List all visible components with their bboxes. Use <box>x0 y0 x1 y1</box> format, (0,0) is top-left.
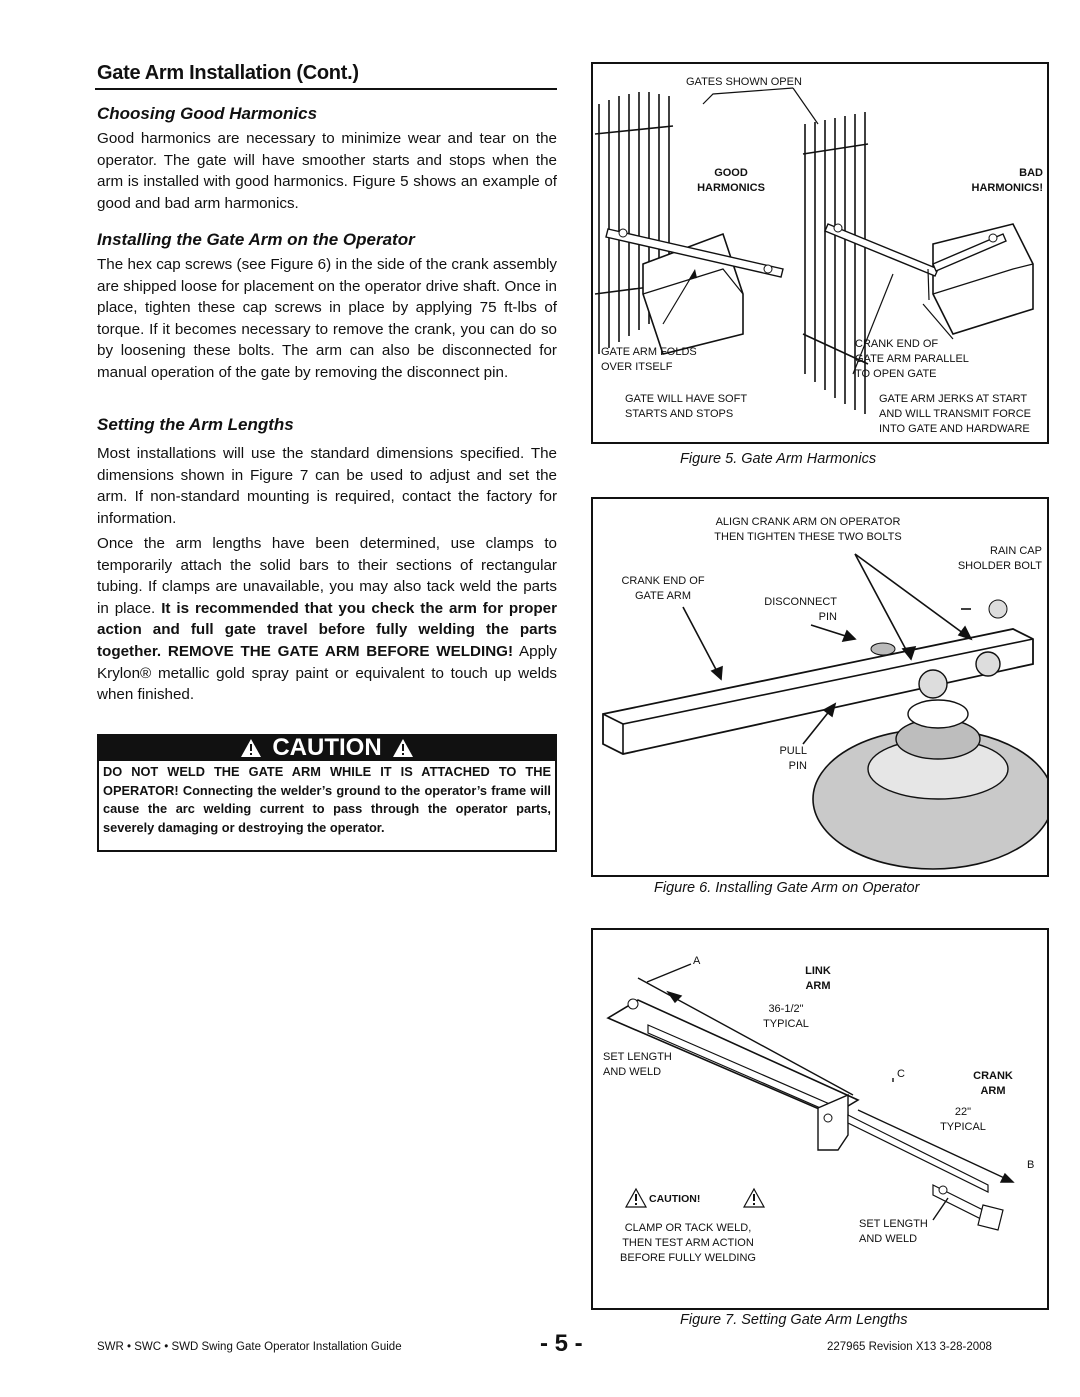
footer-guide-title: SWR • SWC • SWD Swing Gate Operator Installation Guide <box>97 1341 402 1353</box>
dim1-line-1: 36-1/2" <box>768 1003 804 1015</box>
page-number: - 5 - <box>540 1330 583 1357</box>
dim2-line-1: 22" <box>954 1106 972 1118</box>
rain-cap-label <box>938 544 1042 574</box>
figure-7-box <box>591 928 1049 1310</box>
figure-6-caption: Figure 6. Installing Gate Arm on Operator <box>654 880 920 896</box>
disconnect-pin-label <box>741 595 837 625</box>
paragraph-lengths-1: Most installations will use the standard dimensions specified. The dimensions shown in Figure 7 can be used to adjust and set the arm. If non-standard mounting is required, contact the factory for information. <box>97 445 557 527</box>
bad-harmonics-label <box>953 166 1043 196</box>
figure-6-box <box>591 497 1049 877</box>
crank-end-label <box>613 574 713 604</box>
crank6-line-2: GATE ARM <box>634 590 692 602</box>
lengths-text-a: Once the arm lengths have been determined, use clamps to temporarily attach the solid bars to their sections of rectangular tubing. If clamps are unavailable, you may also tack weld the parts in place. <box>97 535 557 617</box>
pull-pin-label <box>763 744 807 774</box>
dim-36-label <box>751 1002 821 1032</box>
heading-installing-arm: Installing the Gate Arm on the Operator <box>97 230 415 249</box>
figure-7-caption: Figure 7. Setting Gate Arm Lengths <box>680 1312 908 1328</box>
caution-text: DO NOT WELD THE GATE ARM WHILE IT IS ATTACHED TO THE OPERATOR! Connecting the welder’s ground to the operator’s frame will cause the arc welding current to pass through the operator parts, severely damaging or destroying the operator. <box>97 761 557 852</box>
good-line-1: GOOD <box>714 167 748 179</box>
page-title: Gate Arm Installation (Cont.) <box>97 62 359 84</box>
good-harmonics-label <box>686 166 776 196</box>
footer-revision: 227965 Revision X13 3-28-2008 <box>827 1341 992 1353</box>
align-label <box>703 515 913 545</box>
disc-line-1: DISCONNECT <box>764 596 837 608</box>
soft-line-1: GATE WILL HAVE SOFT <box>625 393 748 405</box>
paragraph-installing: The hex cap screws (see Figure 6) in the side of the crank assembly are shipped loose for placement on the operator drive shaft. Once in place, tighten these cap screws in place by applying 75 ft-lbs of torque. If it becomes necessary to remove the crank, you can do so by loosening these bolts. The arm can also be disconnected for manual operation of the gate by removing the disconnect pin. <box>97 256 557 381</box>
figure-5-illustration <box>593 64 1047 442</box>
link-arm-label <box>798 964 838 994</box>
clamp-line-1: CLAMP OR TACK WELD, <box>624 1222 752 1234</box>
dim-22-label <box>928 1105 998 1135</box>
good-line-2: HARMONICS <box>697 182 765 194</box>
set2-line-2: AND WELD <box>859 1233 918 1245</box>
align-line-1: ALIGN CRANK ARM ON OPERATOR <box>715 516 901 528</box>
crank-line-3: TO OPEN GATE <box>855 368 937 380</box>
crankarm-line-1: CRANK <box>973 1070 1013 1082</box>
clamp-label <box>613 1221 763 1266</box>
jerks-label <box>879 392 1031 437</box>
warning-icon <box>240 738 262 758</box>
crank-line-1: CRANK END OF <box>855 338 939 350</box>
heading-choosing-harmonics: Choosing Good Harmonics <box>97 104 318 123</box>
point-b-label: B <box>1027 1159 1035 1171</box>
dim2-line-2: TYPICAL <box>940 1121 986 1133</box>
rain-line-2: SHOLDER BOLT <box>957 560 1042 572</box>
caution-banner <box>97 734 557 761</box>
disc-line-2: PIN <box>818 611 837 623</box>
crank-arm-label <box>963 1069 1023 1099</box>
point-c-label: C <box>897 1068 905 1080</box>
crank6-line-1: CRANK END OF <box>621 575 705 587</box>
folds-line-2: OVER ITSELF <box>601 361 673 373</box>
pull-line-1: PULL <box>779 745 807 757</box>
pull-line-2: PIN <box>788 760 807 772</box>
bad-line-1: BAD <box>1019 167 1043 179</box>
title-rule <box>95 88 557 90</box>
folds-line-1: GATE ARM FOLDS <box>601 346 697 358</box>
link-line-1: LINK <box>805 965 831 977</box>
crank-line-2: GATE ARM PARALLEL <box>855 353 969 365</box>
set-line-2: AND WELD <box>603 1066 662 1078</box>
caution-small-label: CAUTION! <box>649 1193 701 1205</box>
lengths-text-b: Apply Krylon® metallic gold spray paint or equivalent to touch up welds when finished. <box>97 642 557 704</box>
paragraph-lengths-2 <box>97 533 557 706</box>
figure-5-box <box>591 62 1049 444</box>
set2-line-1: SET LENGTH <box>859 1218 928 1230</box>
folds-label <box>601 345 697 375</box>
lengths-text-bold: It is recommended that you check the arm for proper action and full gate travel before fully welding the parts together. REMOVE THE GATE ARM BEFORE WELDING! <box>97 599 557 660</box>
clamp-line-2: THEN TEST ARM ACTION <box>622 1237 754 1249</box>
set-length-label <box>603 1050 672 1080</box>
caution-title: CAUTION <box>272 733 382 761</box>
rain-line-1: RAIN CAP <box>990 545 1042 557</box>
crank-parallel-label <box>855 337 969 382</box>
point-a-label: A <box>693 955 701 967</box>
soft-starts-label <box>625 392 747 422</box>
align-line-2: THEN TIGHTEN THESE TWO BOLTS <box>714 531 902 543</box>
gates-shown-open-label: GATES SHOWN OPEN <box>686 76 802 88</box>
clamp-line-3: BEFORE FULLY WELDING <box>620 1252 756 1264</box>
crankarm-line-2: ARM <box>980 1085 1006 1097</box>
paragraph-harmonics: Good harmonics are necessary to minimize wear and tear on the operator. The gate will have smoother starts and stops when the arm is installed with good harmonics. Figure 5 shows an example of good and bad arm harmonics. <box>97 130 557 212</box>
set-line-1: SET LENGTH <box>603 1051 672 1063</box>
jerks-line-3: INTO GATE AND HARDWARE <box>879 423 1030 435</box>
dim1-line-2: TYPICAL <box>763 1018 809 1030</box>
heading-arm-lengths: Setting the Arm Lengths <box>97 415 294 434</box>
jerks-line-2: AND WILL TRANSMIT FORCE <box>879 408 1031 420</box>
bad-line-2: HARMONICS! <box>971 182 1043 194</box>
warning-icon <box>392 738 414 758</box>
figure-5-caption: Figure 5. Gate Arm Harmonics <box>680 451 877 467</box>
set-length-2-label <box>859 1217 928 1247</box>
soft-line-2: STARTS AND STOPS <box>625 408 734 420</box>
link-line-2: ARM <box>805 980 831 992</box>
jerks-line-1: GATE ARM JERKS AT START <box>879 393 1028 405</box>
